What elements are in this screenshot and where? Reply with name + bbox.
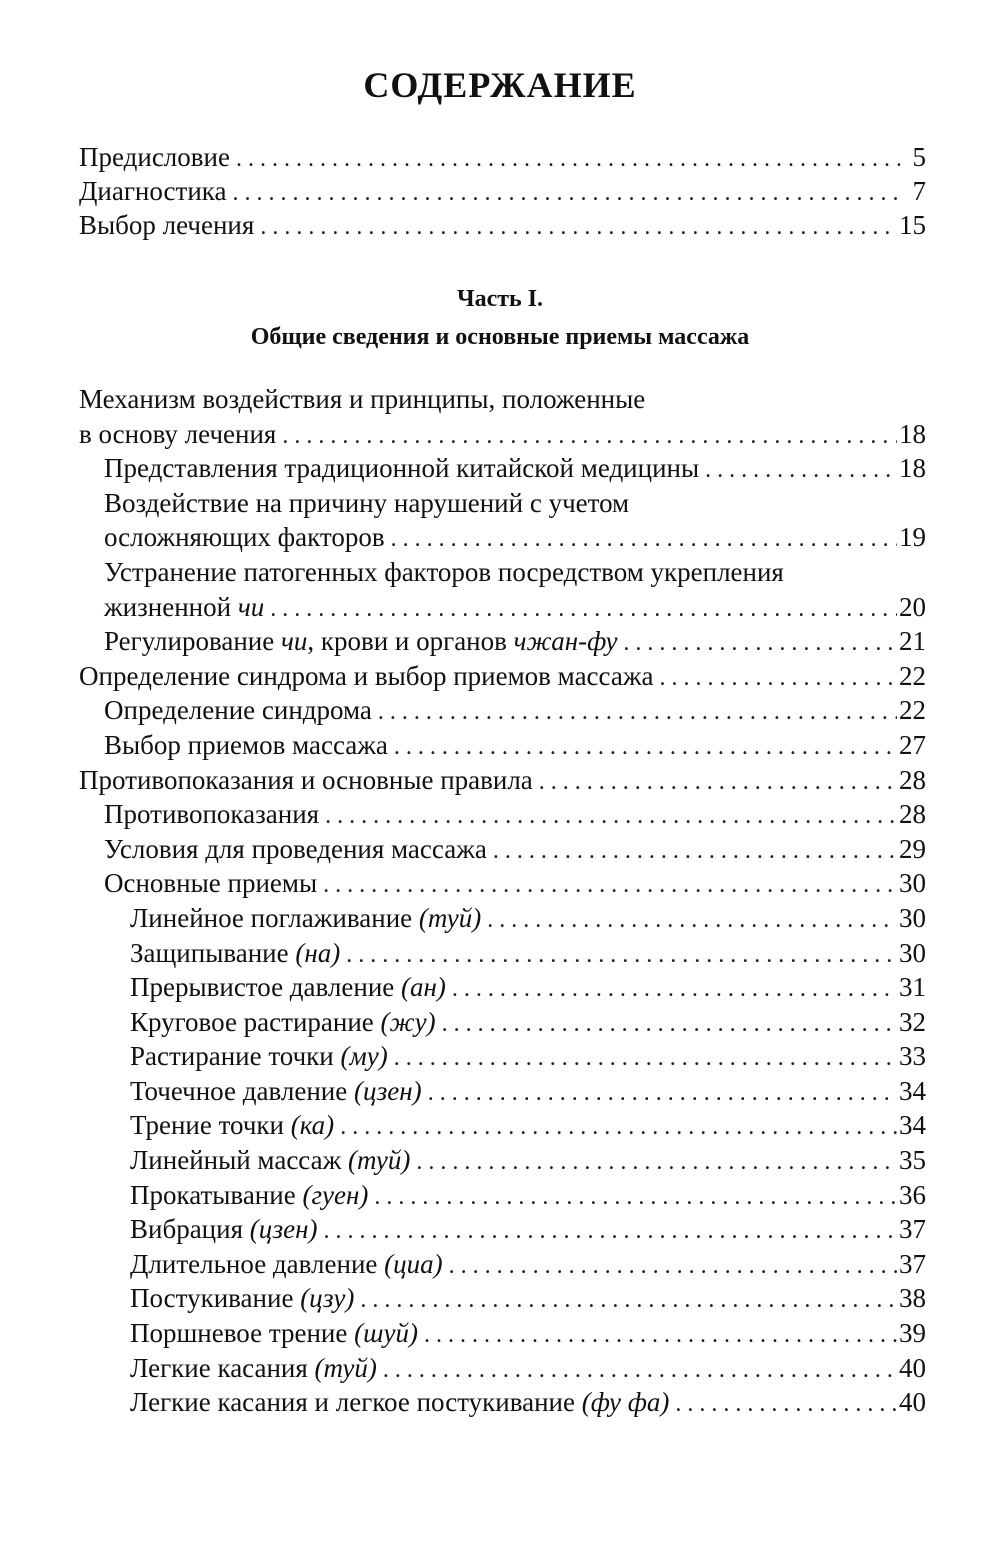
technique-name: Трение точки <box>130 1110 291 1141</box>
technique-term: (му) <box>340 1041 388 1072</box>
dot-leader <box>374 1180 897 1215</box>
toc-technique-entry[interactable] <box>79 1212 926 1247</box>
dot-leader <box>236 142 900 176</box>
toc-entry-term: чи <box>237 591 265 622</box>
toc-entry-title: Диагностика <box>79 176 227 206</box>
technique-name: Точечное давление <box>130 1075 354 1106</box>
technique-term: (туй) <box>314 1352 377 1383</box>
dot-leader <box>282 419 897 454</box>
toc-entry-text: Регулирование <box>104 626 281 657</box>
toc-page-number: 15 <box>899 210 926 240</box>
toc-entry[interactable] <box>79 866 926 901</box>
toc-entry-title: Противопоказания и основные правила <box>79 764 533 795</box>
toc-entry-title <box>130 1108 334 1143</box>
toc-page-number: 31 <box>899 972 926 1003</box>
technique-name: Поршневое трение <box>130 1318 355 1349</box>
toc-page-number: 28 <box>899 799 926 830</box>
toc-entry-title <box>130 901 481 936</box>
technique-name: Прокатывание <box>130 1179 303 1210</box>
technique-name: Вибрация <box>130 1214 250 1245</box>
dot-leader <box>323 868 897 903</box>
toc-entry-line[interactable] <box>79 555 926 590</box>
toc-page-number: 37 <box>899 1214 926 1245</box>
dot-leader <box>493 834 897 869</box>
toc-entry[interactable] <box>79 520 926 555</box>
toc-entry-line[interactable] <box>79 382 926 417</box>
toc-front-matter <box>79 140 926 242</box>
dot-leader <box>232 176 900 210</box>
dot-leader <box>260 210 897 244</box>
toc-entry-title: Определение синдрома и выбор приемов массажа <box>79 660 654 691</box>
technique-term: (цзен) <box>353 1075 422 1106</box>
toc-technique-entry[interactable] <box>79 1108 926 1143</box>
toc-entry-title: Механизм воздействия и принципы, положенные <box>79 384 646 414</box>
dot-leader <box>659 661 897 696</box>
toc-page-number: 40 <box>899 1352 926 1383</box>
technique-term: (жу) <box>380 1006 436 1037</box>
dot-leader <box>416 1145 897 1180</box>
toc-entry-title: Условия для проведения массажа <box>104 833 487 864</box>
toc-entry-text: , крови и органов <box>307 626 514 657</box>
toc-technique-entry[interactable] <box>79 1039 926 1074</box>
toc-entry-title: Устранение патогенных факторов посредством укрепления <box>104 556 784 587</box>
toc-entry-text: жизненной <box>104 591 238 622</box>
toc-page-number: 37 <box>899 1248 926 1279</box>
toc-page-number: 21 <box>899 626 926 657</box>
toc-entry[interactable] <box>79 659 926 694</box>
technique-name: Легкие касания и легкое постукивание <box>130 1387 582 1418</box>
toc-entry[interactable] <box>79 728 926 763</box>
toc-entry-title: Представления традиционной китайской медицины <box>104 453 700 484</box>
toc-page-number: 20 <box>899 591 926 622</box>
toc-page-number: 22 <box>899 695 926 726</box>
toc-entry[interactable] <box>79 763 926 798</box>
toc-technique-entry[interactable] <box>79 1281 926 1316</box>
technique-name: Линейный массаж <box>130 1145 349 1176</box>
technique-term: (цзу) <box>300 1283 355 1314</box>
technique-term: (шуй) <box>354 1318 418 1349</box>
toc-entry-line[interactable] <box>79 486 926 521</box>
toc-page-number: 36 <box>899 1179 926 1210</box>
toc-technique-entry[interactable] <box>79 1351 926 1386</box>
page-title: СОДЕРЖАНИЕ <box>363 65 637 105</box>
part-heading <box>0 280 1000 356</box>
toc-page-number: 34 <box>899 1075 926 1106</box>
toc-page-number: 28 <box>899 764 926 795</box>
toc-page-number: 29 <box>899 833 926 864</box>
toc-entry-title <box>130 1281 354 1316</box>
toc-page-number: 27 <box>899 729 926 760</box>
toc-part-one <box>79 382 926 1420</box>
toc-entry-title <box>130 936 340 971</box>
dot-leader <box>325 799 897 834</box>
toc-entry-title <box>130 1005 436 1040</box>
toc-entry[interactable] <box>79 624 926 659</box>
toc-page-number: 30 <box>899 902 926 933</box>
dot-leader <box>323 1214 897 1249</box>
toc-page-number: 34 <box>899 1110 926 1141</box>
dot-leader <box>487 903 897 938</box>
technique-term: (туй) <box>348 1145 411 1176</box>
technique-name: Постукивание <box>130 1283 301 1314</box>
toc-page-number: 22 <box>899 660 926 691</box>
toc-entry-title <box>104 590 264 625</box>
technique-name: Линейное поглаживание <box>130 902 419 933</box>
dot-leader <box>340 1110 897 1145</box>
toc-technique-entry[interactable] <box>79 1385 926 1420</box>
toc-page-number: 18 <box>899 453 926 484</box>
toc-entry-title <box>130 1178 368 1213</box>
toc-entry[interactable] <box>79 451 926 486</box>
toc-entry-title <box>130 1074 422 1109</box>
toc-entry-title: Противопоказания <box>104 799 320 830</box>
technique-term: (фу фа) <box>581 1387 670 1418</box>
technique-term: (цзен) <box>249 1214 318 1245</box>
toc-entry[interactable] <box>79 140 926 174</box>
technique-name: Длительное давление <box>130 1248 385 1279</box>
toc-entry-title: Определение синдрома <box>104 695 372 726</box>
toc-entry[interactable] <box>79 174 926 208</box>
toc-page-number: 35 <box>899 1145 926 1176</box>
toc-technique-entry[interactable] <box>79 901 926 936</box>
toc-page-number: 7 <box>912 176 926 206</box>
toc-technique-entry[interactable] <box>79 1316 926 1351</box>
dot-leader <box>391 522 897 557</box>
toc-technique-entry[interactable] <box>79 1143 926 1178</box>
dot-leader <box>346 938 897 973</box>
toc-entry-title: Выбор приемов массажа <box>104 729 388 760</box>
technique-name: Растирание точки <box>130 1041 341 1072</box>
toc-entry-title <box>130 1385 669 1420</box>
technique-term: (ка) <box>290 1110 335 1141</box>
technique-name: Легкие касания <box>130 1352 315 1383</box>
dot-leader <box>675 1387 897 1422</box>
toc-page-number: 19 <box>899 522 926 553</box>
toc-entry[interactable] <box>79 693 926 728</box>
toc-technique-entry[interactable] <box>79 1178 926 1213</box>
technique-name: Прерывистое давление <box>130 972 402 1003</box>
dot-leader <box>360 1283 897 1318</box>
toc-technique-entry[interactable] <box>79 936 926 971</box>
toc-entry-title: Предисловие <box>79 142 230 172</box>
dot-leader <box>705 453 897 488</box>
toc-entry-title: в основу лечения <box>79 418 277 449</box>
toc-entry-term: чжан-фу <box>513 626 618 657</box>
toc-entry-title <box>130 1247 443 1282</box>
toc-page-number: 40 <box>899 1387 926 1418</box>
toc-entry-title <box>104 624 617 659</box>
toc-entry-title <box>130 1316 418 1351</box>
toc-entry-title <box>130 1212 317 1247</box>
toc-entry-title <box>130 1039 388 1074</box>
toc-entry-term: чи <box>280 626 308 657</box>
part-name: Общие сведения и основные приемы массажа <box>250 324 750 350</box>
toc-page-number: 30 <box>899 868 926 899</box>
dot-leader <box>394 1041 897 1076</box>
technique-term: (туй) <box>418 902 482 933</box>
toc-entry-title <box>130 970 446 1005</box>
dot-leader <box>539 765 897 800</box>
dot-leader <box>383 1353 897 1388</box>
dot-leader <box>394 730 897 765</box>
dot-leader <box>449 1249 897 1284</box>
toc-entry-title: Выбор лечения <box>79 210 255 240</box>
toc-entry-title: Основные приемы <box>104 868 318 899</box>
toc-entry[interactable] <box>79 797 926 832</box>
toc-page-number: 38 <box>899 1283 926 1314</box>
part-number: Часть I. <box>456 286 544 312</box>
toc-technique-entry[interactable] <box>79 1005 926 1040</box>
toc-technique-entry[interactable] <box>79 1074 926 1109</box>
toc-entry[interactable] <box>79 417 926 452</box>
toc-page-number: 33 <box>899 1041 926 1072</box>
toc-page-number: 18 <box>899 418 926 449</box>
toc-entry-title: Воздействие на причину нарушений с учетом <box>104 487 630 518</box>
toc-entry[interactable] <box>79 590 926 625</box>
technique-name: Защипывание <box>130 937 296 968</box>
toc-technique-entry[interactable] <box>79 1247 926 1282</box>
dot-leader <box>623 626 897 661</box>
toc-entry[interactable] <box>79 208 926 242</box>
technique-term: (гуен) <box>302 1179 369 1210</box>
dot-leader <box>378 695 897 730</box>
toc-page-number: 39 <box>899 1318 926 1349</box>
toc-entry[interactable] <box>79 832 926 867</box>
dot-leader <box>442 1007 897 1042</box>
toc-technique-entry[interactable] <box>79 970 926 1005</box>
technique-term: (ан) <box>401 972 446 1003</box>
technique-name: Круговое растирание <box>130 1006 381 1037</box>
technique-term: (циа) <box>384 1248 443 1279</box>
toc-page-number: 5 <box>912 142 926 172</box>
dot-leader <box>424 1318 897 1353</box>
dot-leader <box>428 1076 897 1111</box>
dot-leader <box>452 972 897 1007</box>
toc-page-number: 30 <box>899 937 926 968</box>
technique-term: (на) <box>295 937 341 968</box>
toc-page-number: 32 <box>899 1006 926 1037</box>
toc-entry-title: осложняющих факторов <box>104 522 385 553</box>
dot-leader <box>270 592 897 627</box>
toc-entry-title <box>130 1351 377 1386</box>
toc-entry-title <box>130 1143 410 1178</box>
